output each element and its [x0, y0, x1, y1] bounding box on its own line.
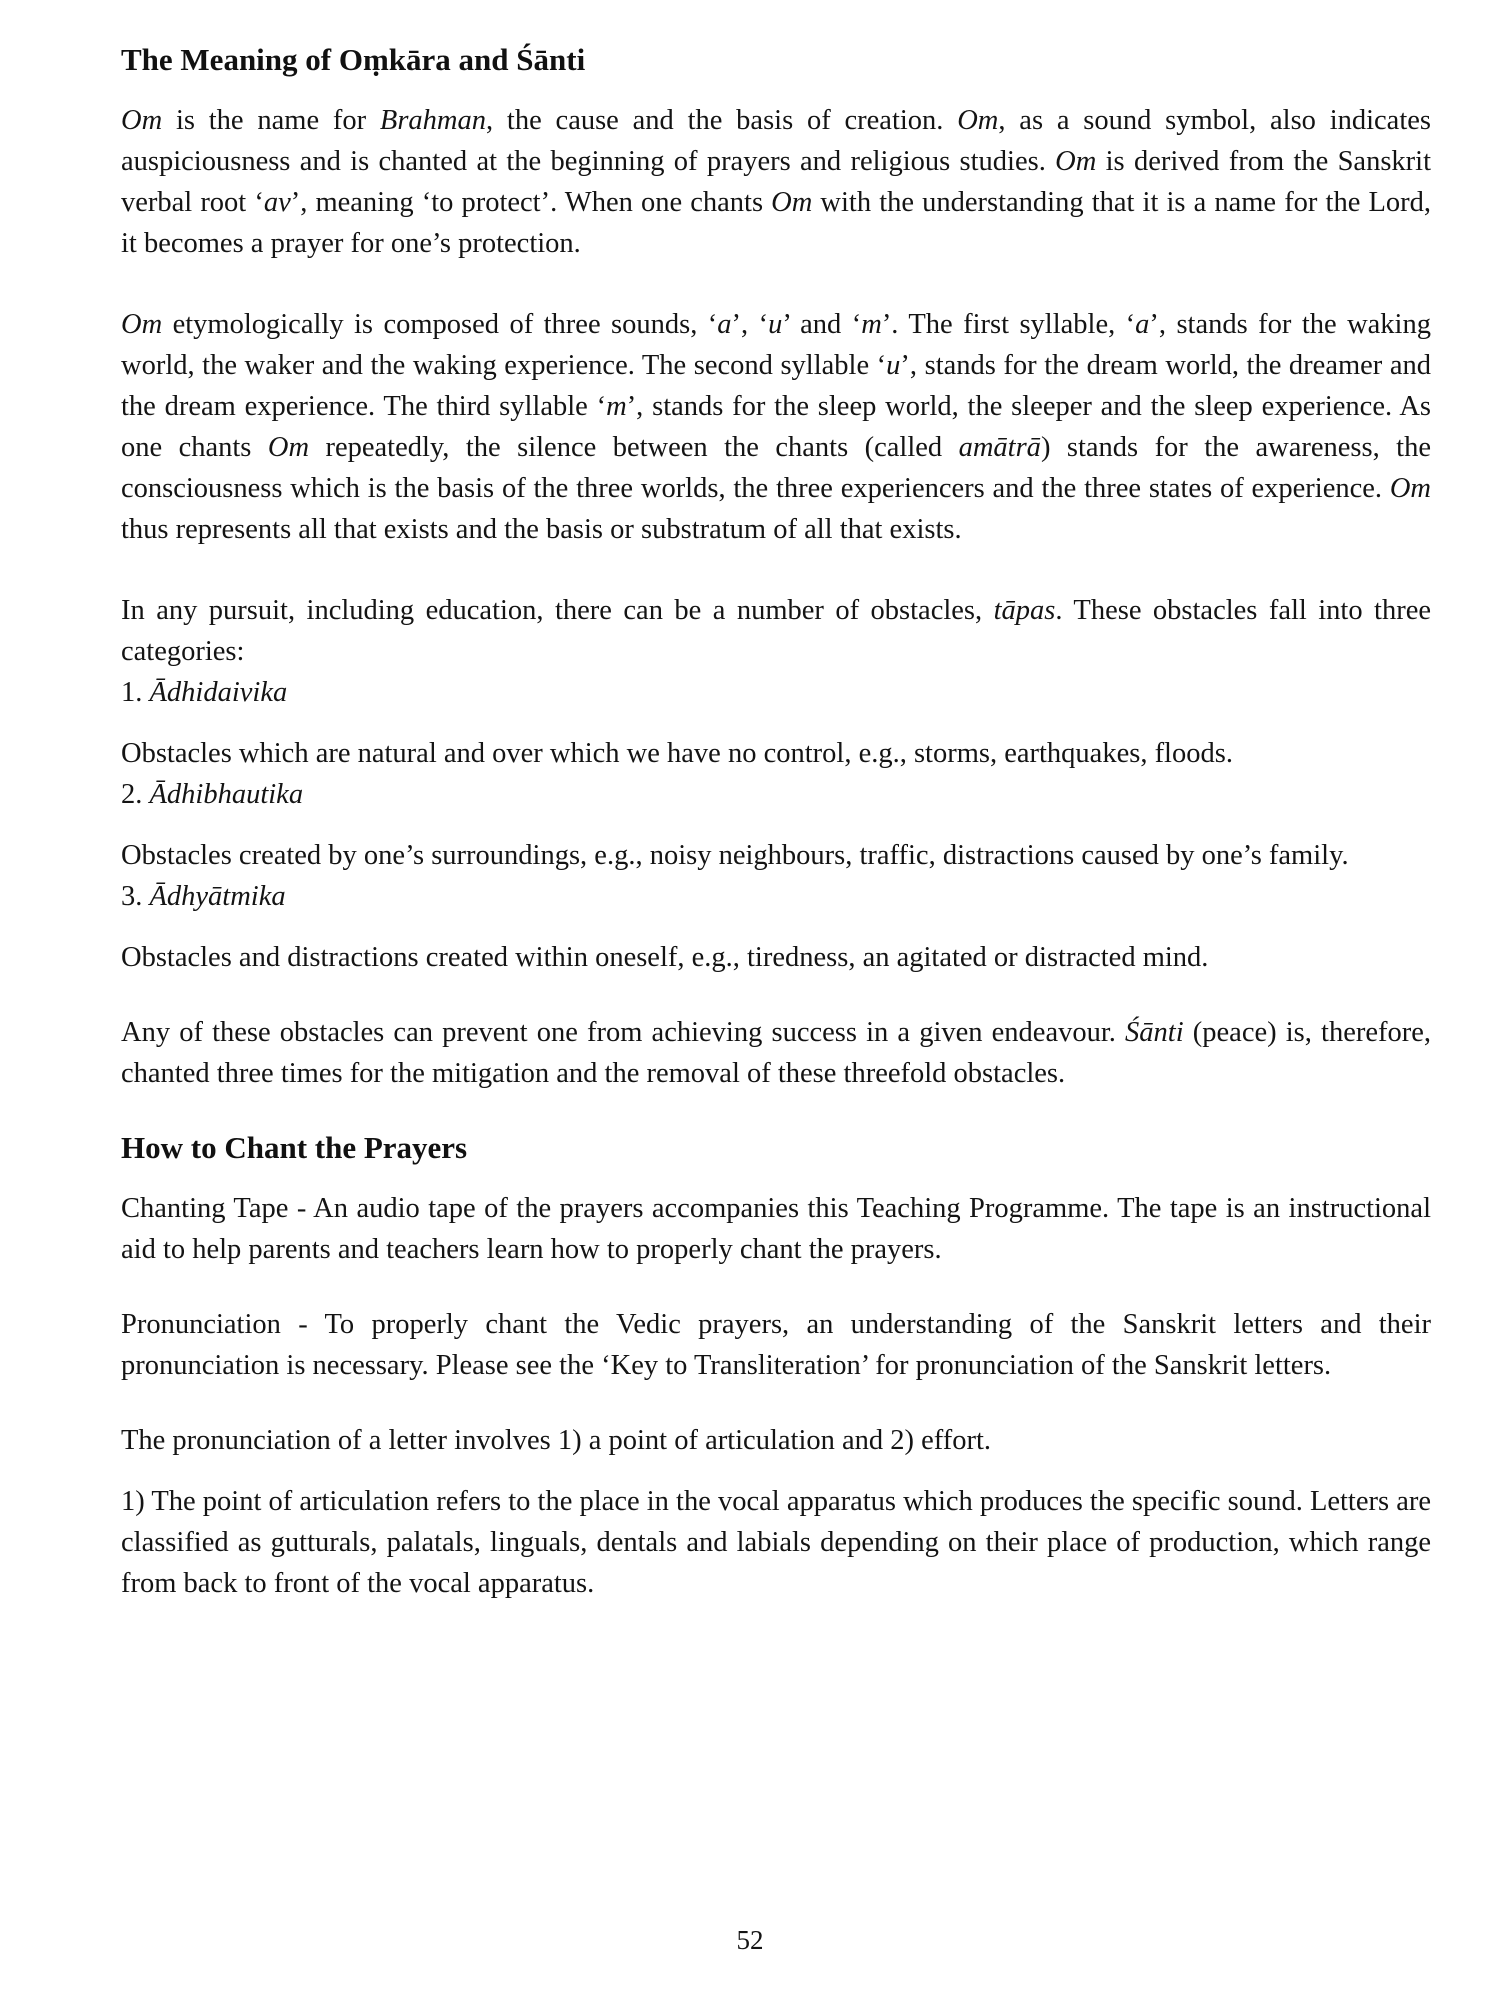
paragraph-point-of-articulation: 1) The point of articulation refers to the place in the vocal apparatus which produces the specific sound. Letters are classified as gutturals, palatals, linguals, dentals and labials depending on their place of production, which range from back to front of the vocal apparatus.	[121, 1486, 1431, 1599]
page-number: 52	[736, 1925, 764, 1955]
obstacle-description-1: Obstacles which are natural and over which we have no control, e.g., storms, earthquakes, floods.	[121, 738, 1233, 769]
obstacle-heading-1: 1. Ādhidaivika	[121, 677, 288, 708]
paragraph-om-brahman: Om is the name for Brahman, the cause and the basis of creation. Om, as a sound symbol, also indicates auspiciousness and is chanted at the beginning of prayers and religious studies. Om is derived from the Sanskrit verbal root ‘av’, meaning ‘to protect’. When one chants Om with the understanding that it is a name for the Lord, it becomes a prayer for one’s protection.	[121, 105, 1431, 259]
obstacle-heading-3: 3. Ādhyātmika	[121, 881, 286, 912]
obstacle-list	[121, 672, 1431, 978]
paragraph-chanting-tape: Chanting Tape - An audio tape of the prayers accompanies this Teaching Programme. The tape is an instructional aid to help parents and teachers learn how to properly chant the prayers.	[121, 1193, 1431, 1265]
section-title-omkara-santi: The Meaning of Oṃkāra and Śānti	[121, 42, 586, 77]
paragraph-santi: Any of these obstacles can prevent one from achieving success in a given endeavour. Śānti (peace) is, therefore, chanted three times for the mitigation and the removal of these threefold obstacles.	[121, 1017, 1431, 1089]
paragraph-obstacles-intro: In any pursuit, including education, there can be a number of obstacles, tāpas. These obstacles fall into three categories:	[121, 595, 1432, 667]
obstacle-heading-2: 2. Ādhibhautika	[121, 779, 304, 810]
obstacle-description-3: Obstacles and distractions created within oneself, e.g., tiredness, an agitated or distracted mind.	[121, 942, 1209, 973]
paragraph-letter-pronunciation: The pronunciation of a letter involves 1) a point of articulation and 2) effort.	[121, 1425, 992, 1456]
paragraph-om-etymology: Om etymologically is composed of three sounds, ‘a’, ‘u’ and ‘m’. The first syllable, ‘a’, stands for the waking world, the waker and the waking experience. The second syllable ‘u’, stands for the dream world, the dreamer and the dream experience. The third syllable ‘m’, stands for the sleep world, the sleeper and the sleep experience. As one chants Om repeatedly, the silence between the chants (called amātrā) stands for the awareness, the consciousness which is the basis of the three worlds, the three experiencers and the three states of experience. Om thus represents all that exists and the basis or substratum of all that exists.	[121, 309, 1431, 545]
paragraph-pronunciation: Pronunciation - To properly chant the Vedic prayers, an understanding of the Sanskrit letters and their pronunciation is necessary. Please see the ‘Key to Transliteration’ for pronunciation of the Sanskrit letters.	[121, 1309, 1431, 1381]
section-title-how-to-chant: How to Chant the Prayers	[121, 1130, 468, 1165]
obstacle-description-2: Obstacles created by one’s surroundings, e.g., noisy neighbours, traffic, distractions caused by one’s family.	[121, 840, 1349, 871]
page-content	[121, 40, 1431, 1604]
